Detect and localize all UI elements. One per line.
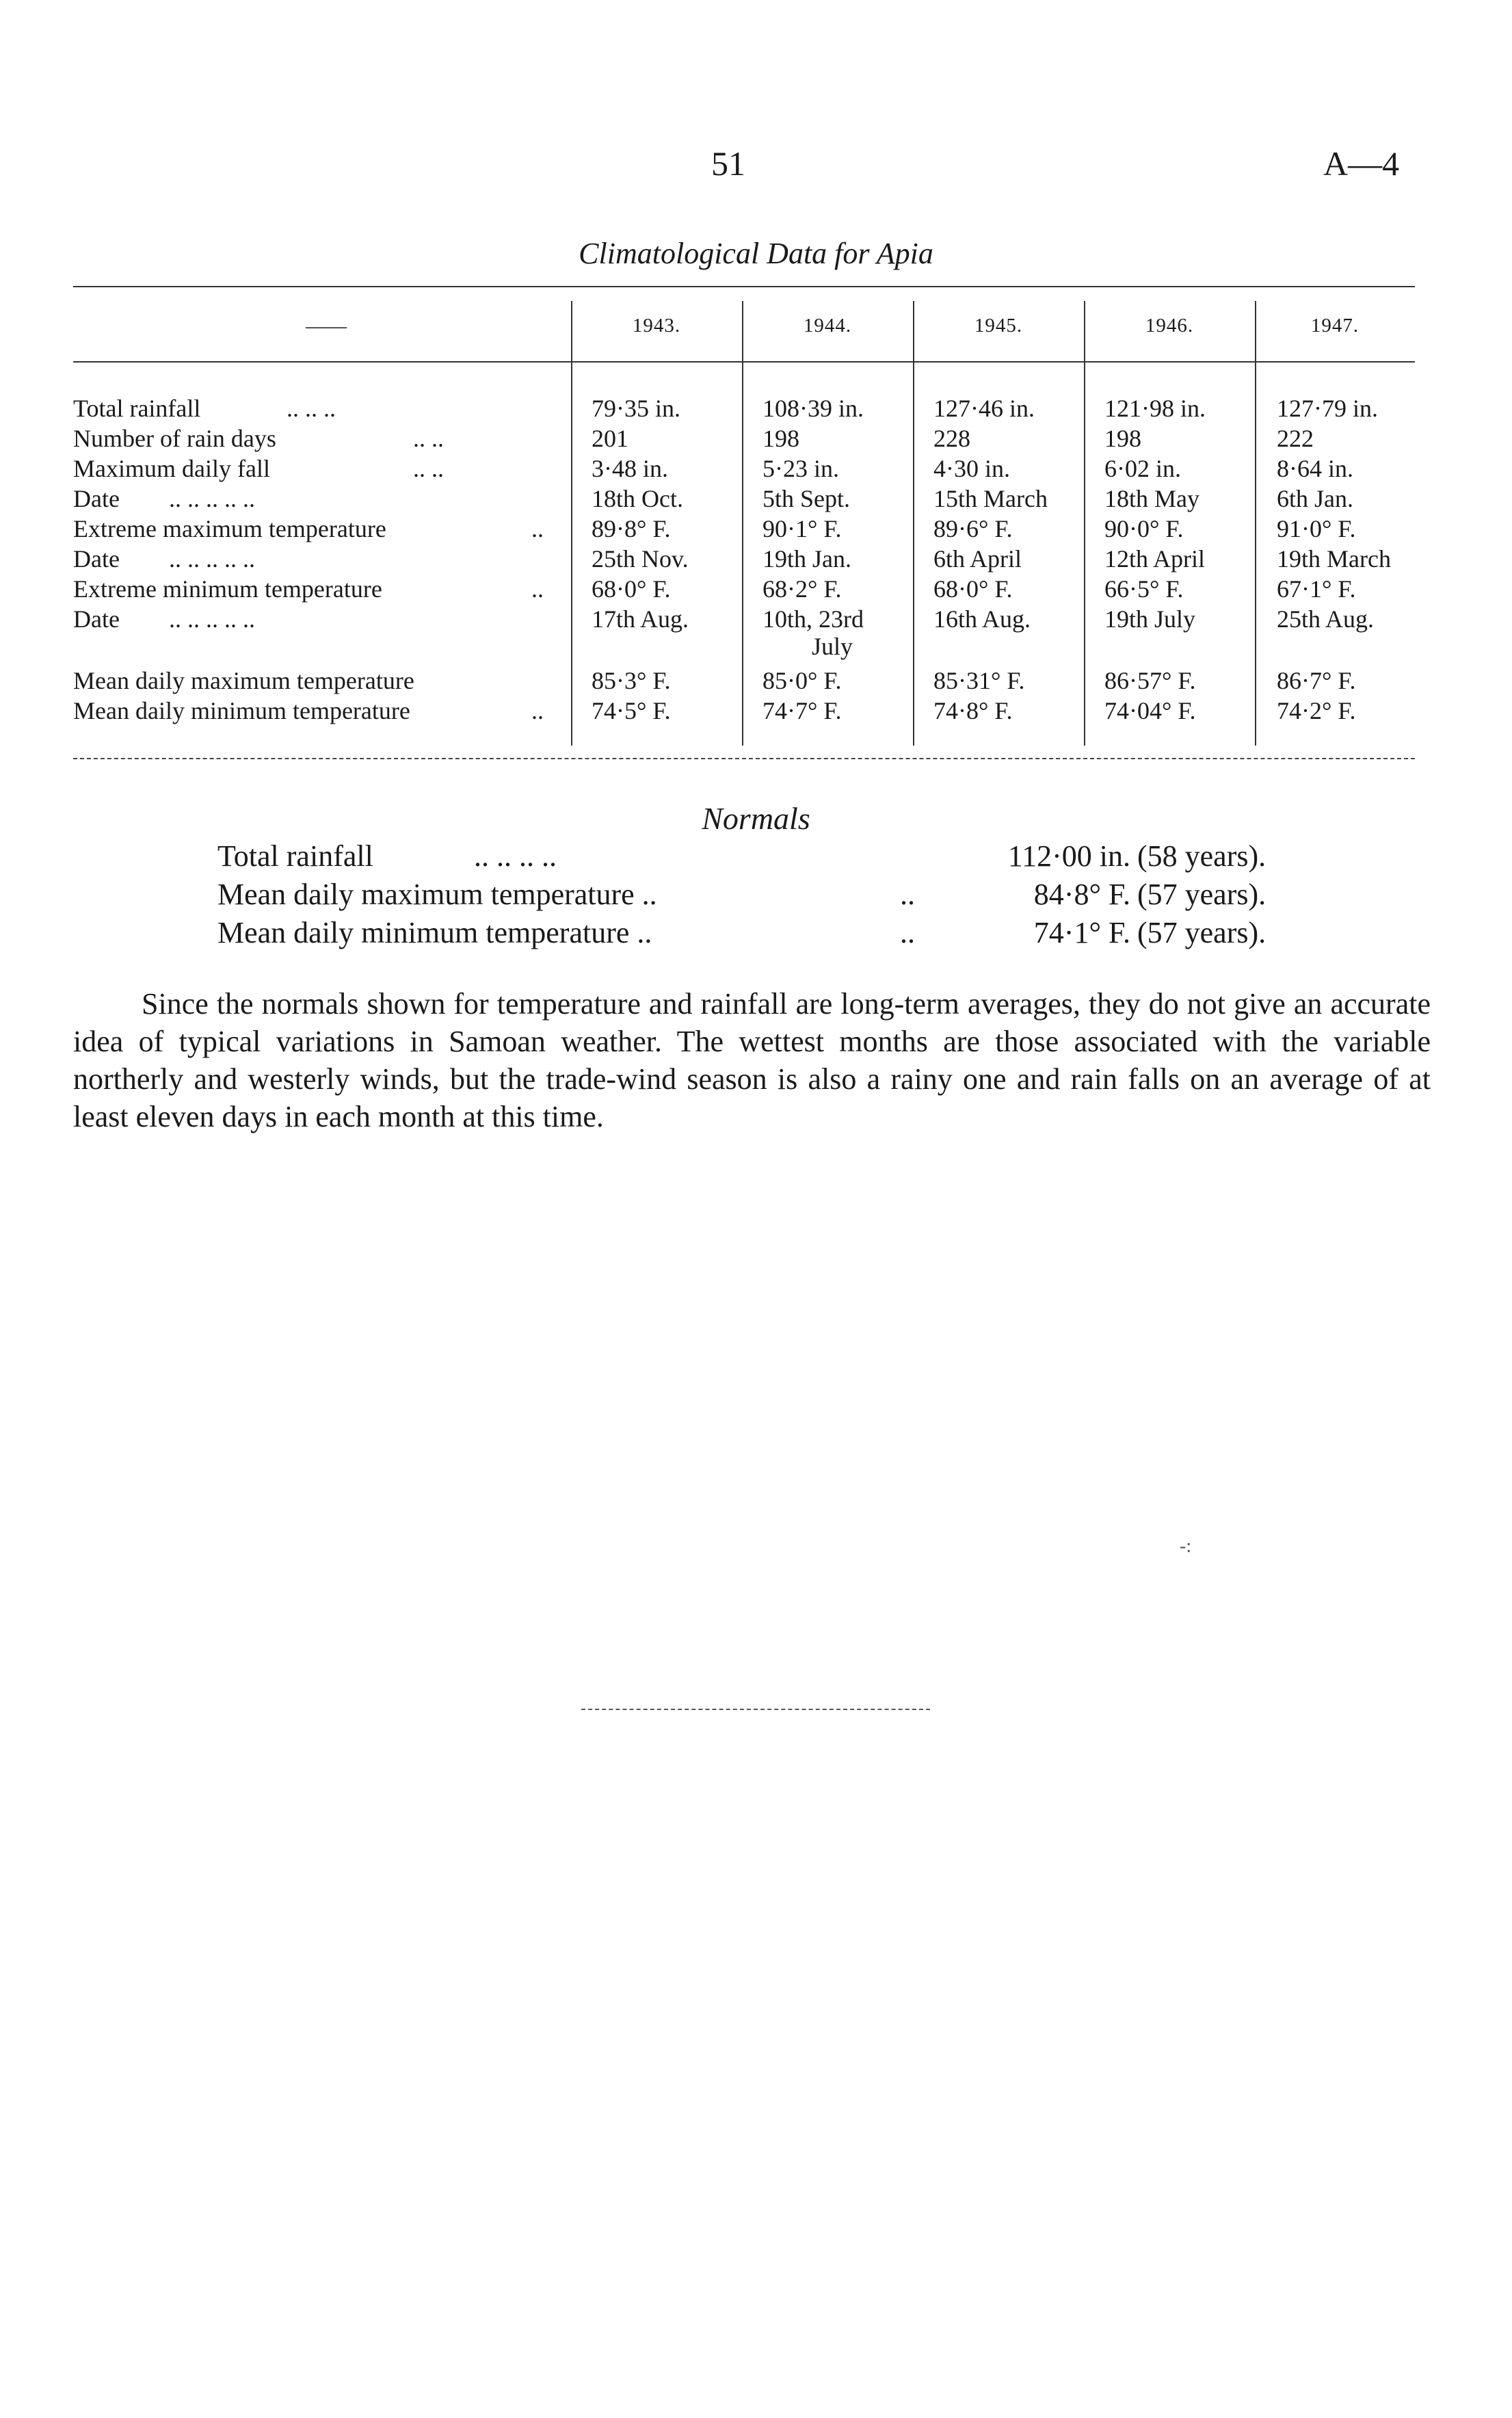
cell-1946: 198 xyxy=(1104,425,1141,452)
cell-1945: 6th April xyxy=(933,545,1022,573)
cell-1947: 222 xyxy=(1277,425,1314,452)
table-row-continuation xyxy=(73,632,1415,662)
cell-1945: 127·46 in. xyxy=(933,395,1035,422)
leader-dots: .. .. xyxy=(413,455,444,482)
table-row xyxy=(73,575,1415,605)
document-reference: A—4 xyxy=(1323,144,1400,183)
table-header-rule xyxy=(73,361,1415,363)
cell-1944: 74·7° F. xyxy=(762,697,842,724)
cell-1945: 74·8° F. xyxy=(933,697,1013,724)
leader-dots: .. .. .. .. .. xyxy=(169,545,255,573)
cell-1947: 8·64 in. xyxy=(1277,455,1353,482)
cell-1945: 68·0° F. xyxy=(933,575,1013,603)
cell-1943: 74·5° F. xyxy=(592,697,671,724)
row-label: Total rainfall xyxy=(73,395,201,422)
cell-1943: 79·35 in. xyxy=(592,395,680,422)
cell-1944-continuation: July xyxy=(812,633,853,660)
header-year-1946: 1946. xyxy=(1145,315,1194,337)
cell-1946: 121·98 in. xyxy=(1104,395,1206,422)
cell-1946: 6·02 in. xyxy=(1104,455,1181,482)
cell-1944: 5·23 in. xyxy=(762,455,839,482)
cell-1947: 6th Jan. xyxy=(1277,485,1353,512)
header-corner: —— xyxy=(306,315,347,337)
row-label: Date xyxy=(73,485,120,512)
table-row xyxy=(73,394,1415,424)
normals-years: (57 years). xyxy=(1137,878,1266,911)
header-year-1943: 1943. xyxy=(632,315,681,337)
cell-1943: 201 xyxy=(592,425,628,452)
row-label: Maximum daily fall xyxy=(73,455,270,482)
leader-dots: .. .. xyxy=(413,425,444,452)
leader-dots: .. .. .. .. xyxy=(474,839,557,873)
normals-value: 112·00 in. xyxy=(1007,839,1130,873)
cell-1943: 18th Oct. xyxy=(592,485,683,512)
cell-1945: 85·31° F. xyxy=(933,667,1025,694)
leader-dots: .. .. .. xyxy=(287,395,336,422)
body-paragraph: Since the normals shown for temperature and rainfall are long-term averages, they do not give an accurate idea of typical variations in Samoan weather. The wettest months are those associated with the variable northerly and westerly winds, but the trade-wind season is also a rainy one and rain falls on an average of at least eleven days in each month at this time. xyxy=(73,987,1431,1133)
cell-1943: 89·8° F. xyxy=(592,515,671,542)
normals-years: (57 years). xyxy=(1137,916,1266,949)
row-label: Mean daily minimum temperature xyxy=(73,697,410,724)
header-year-1944: 1944. xyxy=(803,315,852,337)
cell-1943: 25th Nov. xyxy=(592,545,689,573)
cell-1946: 74·04° F. xyxy=(1104,697,1196,724)
cell-1947: 127·79 in. xyxy=(1277,395,1378,422)
cell-1944: 5th Sept. xyxy=(762,485,851,512)
cell-1946: 18th May xyxy=(1104,485,1199,512)
leader-dots: .. xyxy=(531,515,544,542)
header-year-1947: 1947. xyxy=(1310,315,1360,337)
cell-1945: 15th March xyxy=(933,485,1048,512)
row-label: Extreme maximum temperature xyxy=(73,515,386,542)
leader-dots: .. xyxy=(531,575,544,603)
table-row xyxy=(73,424,1415,454)
row-label: Date xyxy=(73,605,120,633)
table-title: Climatological Data for Apia xyxy=(579,237,933,270)
cell-1946: 86·57° F. xyxy=(1104,667,1196,694)
cell-1947: 86·7° F. xyxy=(1277,667,1356,694)
cell-1943: 3·48 in. xyxy=(592,455,668,482)
cell-1943: 85·3° F. xyxy=(592,667,671,694)
cell-1947: 67·1° F. xyxy=(1277,575,1356,603)
leader-dots: .. .. .. .. .. xyxy=(169,485,255,512)
cell-1946: 19th July xyxy=(1104,605,1196,633)
cell-1945: 228 xyxy=(933,425,970,452)
leader-dots: .. xyxy=(900,878,915,911)
stray-mark: -: xyxy=(1180,1536,1192,1557)
table-row xyxy=(73,514,1415,544)
leader-dots: .. xyxy=(900,916,915,949)
table-row xyxy=(73,454,1415,484)
cell-1947: 74·2° F. xyxy=(1277,697,1356,724)
row-label: Number of rain days xyxy=(73,425,276,452)
row-label: Date xyxy=(73,545,120,573)
normals-row xyxy=(217,915,1312,955)
row-label: Extreme minimum temperature xyxy=(73,575,382,603)
cell-1946: 66·5° F. xyxy=(1104,575,1184,603)
normals-row xyxy=(217,877,1312,917)
table-row xyxy=(73,544,1415,575)
cell-1945: 89·6° F. xyxy=(933,515,1013,542)
cell-1944: 19th Jan. xyxy=(762,545,851,573)
table-row xyxy=(73,484,1415,514)
cell-1944: 85·0° F. xyxy=(762,667,842,694)
table-top-rule xyxy=(73,286,1415,287)
cell-1947: 25th Aug. xyxy=(1277,605,1375,633)
leader-dots: .. .. .. .. .. xyxy=(169,605,255,633)
table-bottom-rule xyxy=(73,758,1415,759)
cell-1945: 4·30 in. xyxy=(933,455,1010,482)
row-label: Mean daily maximum temperature xyxy=(73,667,414,694)
cell-1944: 198 xyxy=(762,425,799,452)
leader-dots: .. xyxy=(531,697,544,724)
table-row xyxy=(73,696,1415,726)
cell-1947: 19th March xyxy=(1277,545,1391,573)
cell-1944: 108·39 in. xyxy=(762,395,864,422)
normals-label: Mean daily minimum temperature .. xyxy=(217,916,652,949)
cell-1944: 10th, 23rd xyxy=(762,605,864,633)
cell-1944: 90·1° F. xyxy=(762,515,842,542)
cell-1946: 12th April xyxy=(1104,545,1206,573)
table-row xyxy=(73,605,1415,635)
end-rule xyxy=(581,1709,930,1710)
cell-1947: 91·0° F. xyxy=(1277,515,1356,542)
normals-label: Mean daily maximum temperature .. xyxy=(217,878,657,911)
cell-1945: 16th Aug. xyxy=(933,605,1031,633)
normals-value: 84·8° F. xyxy=(1033,878,1130,911)
cell-1943: 68·0° F. xyxy=(592,575,671,603)
normals-label: Total rainfall xyxy=(217,839,373,873)
normals-row xyxy=(217,839,1312,878)
table-row xyxy=(73,666,1415,696)
normals-value: 74·1° F. xyxy=(1033,916,1130,949)
page-number: 51 xyxy=(711,144,745,183)
cell-1943: 17th Aug. xyxy=(592,605,689,633)
cell-1946: 90·0° F. xyxy=(1104,515,1184,542)
normals-years: (58 years). xyxy=(1137,839,1266,873)
header-year-1945: 1945. xyxy=(974,315,1023,337)
normals-title: Normals xyxy=(702,801,810,836)
cell-1944: 68·2° F. xyxy=(762,575,842,603)
